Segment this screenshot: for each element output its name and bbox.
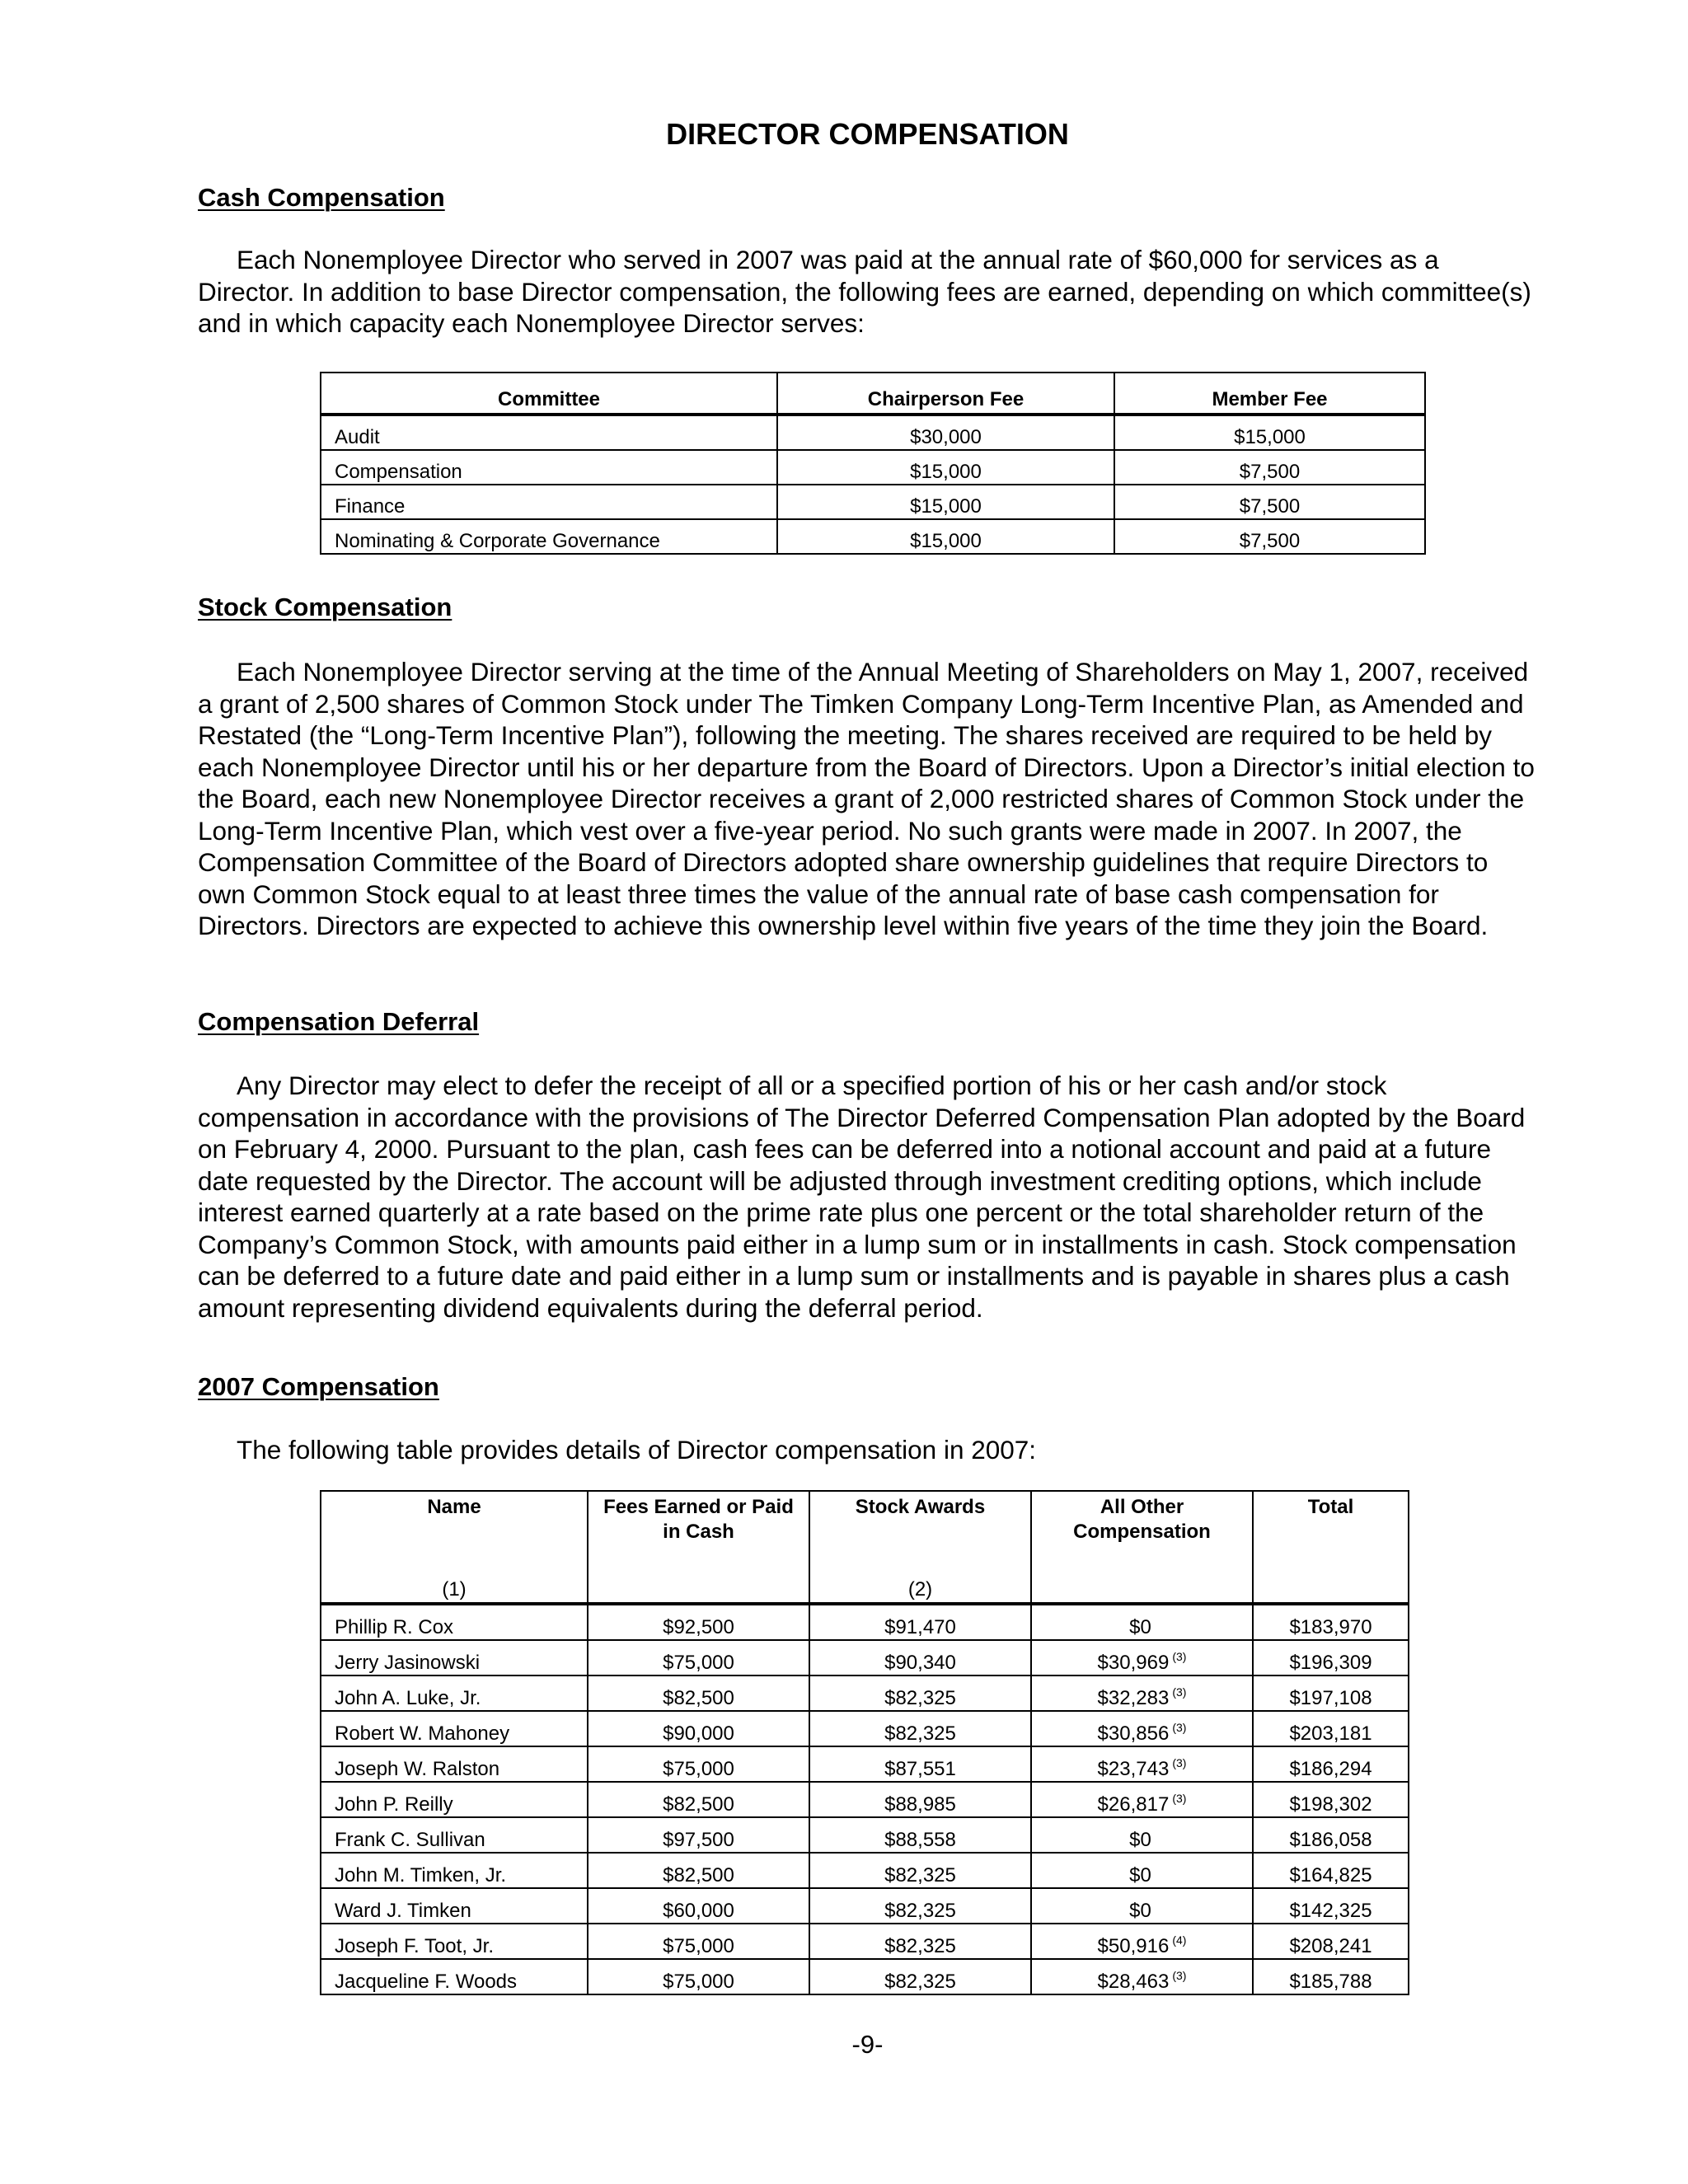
table-row (321, 1604, 1409, 1640)
table-row (321, 1817, 1409, 1853)
total-cell: $164,825 (1253, 1853, 1409, 1888)
other-cell: $26,817 $^{(3)}$ (1031, 1782, 1253, 1817)
footnote-ref: (4) (1172, 1933, 1187, 1947)
director-name: John M. Timken, Jr. (321, 1853, 588, 1888)
committee-name: Finance (321, 485, 777, 519)
director-name: Joseph F. Toot, Jr. (321, 1924, 588, 1959)
fees-cell: $82,500 (588, 1853, 809, 1888)
column-header: Member Fee (1114, 373, 1425, 415)
member-fee: $15,000 (1114, 415, 1425, 450)
fees-cell: $82,500 (588, 1675, 809, 1711)
column-header-other-compensation: All Other Compensation (1031, 1491, 1253, 1604)
other-cell: $0 (1031, 1817, 1253, 1853)
total-cell: $142,325 (1253, 1888, 1409, 1924)
table-row (321, 1924, 1409, 1959)
other-cell: $50,916 $^{(4)}$ (1031, 1924, 1253, 1959)
member-fee: $7,500 (1114, 519, 1425, 554)
total-cell: $186,294 (1253, 1746, 1409, 1782)
paragraph-compensation-deferral (198, 1070, 1537, 1324)
stock-cell: $82,325 (809, 1959, 1031, 1994)
column-header-stock-awards: Stock Awards (2) (809, 1491, 1031, 1604)
director-name: Jacqueline F. Woods (321, 1959, 588, 1994)
footnote-ref: (3) (1172, 1721, 1187, 1734)
paragraph-text: Any Director may elect to defer the receipt of all or a specified portion of his or her cash and/or stock compensation in accordance with the provisions of The Director Deferred Compensation Plan adopted by the Board on February 4, 2000. Pursuant to the plan, cash fees can be deferred into a notional account and paid at a future date requested by the Director. The account will be adjusted through investment crediting options, which include interest earned quarterly at a rate based on the prime rate plus one percent or the total shareholder return of the Company’s Common Stock, with amounts paid either in a lump sum or in installments in cash. Stock compensation can be deferred to a future date and paid either in a lump sum or installments and is payable in shares plus a cash amount representing dividend equivalents during the deferral period. (198, 1071, 1526, 1323)
footnote-ref: (2) (907, 1578, 933, 1601)
column-header-fees: Fees Earned or Paid in Cash (588, 1491, 809, 1604)
table-row (321, 485, 1425, 519)
stock-cell: $90,340 (809, 1640, 1031, 1675)
director-name: John A. Luke, Jr. (321, 1675, 588, 1711)
other-cell: $32,283 $^{(3)}$ (1031, 1675, 1253, 1711)
table-row (321, 1675, 1409, 1711)
table-row (321, 1959, 1409, 1994)
heading-compensation-deferral: Compensation Deferral (198, 1007, 480, 1036)
committee-name: Compensation (321, 450, 777, 485)
fees-cell: $75,000 (588, 1959, 809, 1994)
footnote-ref: (3) (1172, 1756, 1187, 1769)
member-fee: $7,500 (1114, 450, 1425, 485)
footnote-ref: (3) (1172, 1792, 1187, 1805)
table-row (321, 415, 1425, 450)
chairperson-fee: $15,000 (777, 485, 1114, 519)
stock-cell: $82,325 (809, 1888, 1031, 1924)
chairperson-fee: $15,000 (777, 519, 1114, 554)
stock-cell: $82,325 (809, 1675, 1031, 1711)
other-cell: $0 (1031, 1888, 1253, 1924)
table-row (321, 1746, 1409, 1782)
table-header-row (321, 373, 1425, 415)
table-row (321, 1888, 1409, 1924)
committee-name: Nominating & Corporate Governance (321, 519, 777, 554)
committee-fee-table (320, 372, 1426, 555)
director-name: John P. Reilly (321, 1782, 588, 1817)
director-compensation-table (320, 1490, 1409, 1995)
paragraph-2007-compensation (198, 1434, 1537, 1466)
paragraph-text: Each Nonemployee Director who served in 2007 was paid at the annual rate of $60,000 for services as a Director. In addition to base Director compensation, the following fees are earned, depending on which committee(s) and in which capacity each Nonemployee Director serves: (198, 245, 1531, 338)
total-cell: $208,241 (1253, 1924, 1409, 1959)
footnote-ref: (3) (1172, 1969, 1187, 1982)
table-row (321, 1711, 1409, 1746)
paragraph-text: The following table provides details of Director compensation in 2007: (237, 1435, 1037, 1465)
heading-stock-compensation: Stock Compensation (198, 593, 452, 621)
stock-cell: $88,558 (809, 1817, 1031, 1853)
other-cell: $0 (1031, 1853, 1253, 1888)
fees-cell: $60,000 (588, 1888, 809, 1924)
other-cell: $23,743 $^{(3)}$ (1031, 1746, 1253, 1782)
paragraph-stock-compensation (198, 656, 1537, 942)
fees-cell: $75,000 (588, 1746, 809, 1782)
director-name: Jerry Jasinowski (321, 1640, 588, 1675)
paragraph-cash-compensation (198, 244, 1537, 340)
chairperson-fee: $15,000 (777, 450, 1114, 485)
stock-cell: $82,325 (809, 1853, 1031, 1888)
table-row (321, 519, 1425, 554)
other-cell: $28,463 $^{(3)}$ (1031, 1959, 1253, 1994)
footnote-ref: (3) (1172, 1650, 1187, 1663)
footnote-ref: (3) (1172, 1685, 1187, 1699)
table-row (321, 1782, 1409, 1817)
fees-cell: $97,500 (588, 1817, 809, 1853)
footnote-ref: (1) (442, 1578, 467, 1601)
heading-2007-compensation: 2007 Compensation (198, 1372, 439, 1401)
committee-name: Audit (321, 415, 777, 450)
director-name: Phillip R. Cox (321, 1604, 588, 1640)
column-header-name: Name (1) (321, 1491, 588, 1604)
director-name: Robert W. Mahoney (321, 1711, 588, 1746)
director-name: Joseph W. Ralston (321, 1746, 588, 1782)
member-fee: $7,500 (1114, 485, 1425, 519)
fees-cell: $90,000 (588, 1711, 809, 1746)
column-header-total: Total (1253, 1491, 1409, 1604)
total-cell: $185,788 (1253, 1959, 1409, 1994)
stock-cell: $82,325 (809, 1711, 1031, 1746)
table-header-row (321, 1491, 1409, 1604)
director-name: Ward J. Timken (321, 1888, 588, 1924)
total-cell: $196,309 (1253, 1640, 1409, 1675)
fees-cell: $75,000 (588, 1640, 809, 1675)
total-cell: $183,970 (1253, 1604, 1409, 1640)
fees-cell: $82,500 (588, 1782, 809, 1817)
page-number: -9- (851, 2030, 884, 2059)
director-name: Frank C. Sullivan (321, 1817, 588, 1853)
stock-cell: $87,551 (809, 1746, 1031, 1782)
fees-cell: $75,000 (588, 1924, 809, 1959)
column-header: Chairperson Fee (777, 373, 1114, 415)
chairperson-fee: $30,000 (777, 415, 1114, 450)
other-cell: $30,856 $^{(3)}$ (1031, 1711, 1253, 1746)
stock-cell: $82,325 (809, 1924, 1031, 1959)
heading-cash-compensation: Cash Compensation (198, 183, 445, 212)
page-title: DIRECTOR COMPENSATION (666, 117, 1069, 151)
table-row (321, 1853, 1409, 1888)
stock-cell: $91,470 (809, 1604, 1031, 1640)
other-cell: $0 (1031, 1604, 1253, 1640)
total-cell: $186,058 (1253, 1817, 1409, 1853)
column-header: Committee (321, 373, 777, 415)
table-row (321, 450, 1425, 485)
total-cell: $203,181 (1253, 1711, 1409, 1746)
paragraph-text: Each Nonemployee Director serving at the time of the Annual Meeting of Shareholders on May 1, 2007, received a grant of 2,500 shares of Common Stock under The Timken Company Long-Term Incentive Plan, as Amended and Restated (the “Long-Term Incentive Plan”), following the meeting. The shares received are required to be held by each Nonemployee Director until his or her departure from the Board of Directors. Upon a Director’s initial election to the Board, each new Nonemployee Director receives a grant of 2,000 restricted shares of Common Stock under the Long-Term Incentive Plan, which vest over a five-year period. No such grants were made in 2007. In 2007, the Compensation Committee of the Board of Directors adopted share ownership guidelines that require Directors to own Common Stock equal to at least three times the value of the annual rate of base cash compensation for Directors. Directors are expected to achieve this ownership level within five years of the time they join the Board. (198, 657, 1535, 940)
total-cell: $197,108 (1253, 1675, 1409, 1711)
table-row (321, 1640, 1409, 1675)
stock-cell: $88,985 (809, 1782, 1031, 1817)
other-cell: $30,969 $^{(3)}$ (1031, 1640, 1253, 1675)
fees-cell: $92,500 (588, 1604, 809, 1640)
total-cell: $198,302 (1253, 1782, 1409, 1817)
